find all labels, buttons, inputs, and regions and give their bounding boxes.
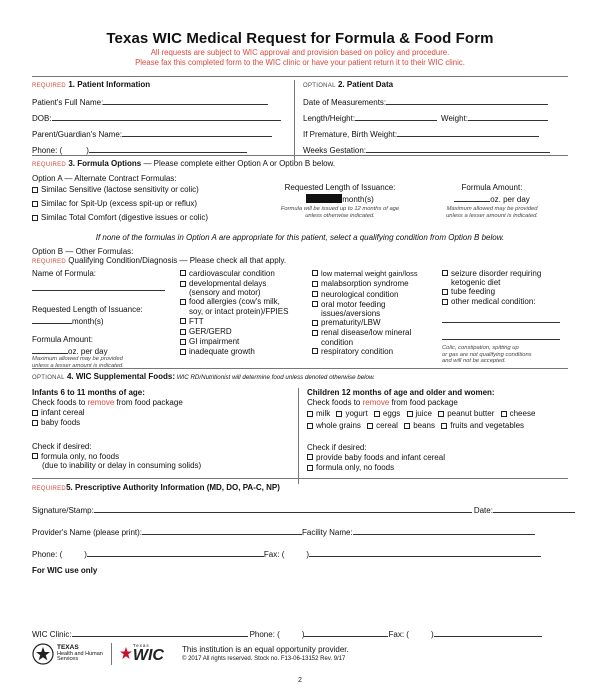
checkbox[interactable] bbox=[307, 454, 313, 460]
column-divider bbox=[298, 388, 299, 484]
redaction-box bbox=[306, 194, 342, 203]
section-prescriber: REQUIRED5. Prescriptive Authority Information (MD, DO, PA-C, NP) Signature/Stamp: Date: Provider's Name (please print): Facility Name: Phone: ( ) Fax: ( ) bbox=[32, 483, 568, 559]
column-divider bbox=[294, 80, 295, 162]
option-a-length: Requested Length of Issuance: month(s) Formula will be issued up to 12 months of age unless otherwise indicated. bbox=[280, 182, 400, 219]
condition-item[interactable]: GER/GERD bbox=[180, 327, 312, 336]
checkbox[interactable] bbox=[438, 411, 444, 417]
patient-info: REQUIRED 1. Patient Information Patient's Full Name: DOB: Parent/Guardian's Name: Phone: ( ) bbox=[32, 80, 294, 162]
guardian-name-field[interactable] bbox=[122, 129, 272, 137]
section-5-title: 5. Prescriptive Authority Information (MD, DO, PA-C, NP) bbox=[66, 483, 280, 492]
weight-field[interactable] bbox=[468, 113, 548, 121]
checkbox[interactable] bbox=[367, 423, 373, 429]
food-item[interactable]: cheese bbox=[501, 409, 536, 418]
condition-item[interactable]: developmental delays bbox=[180, 279, 312, 288]
checkbox[interactable] bbox=[32, 453, 38, 459]
wic-logo: Texas WIC bbox=[120, 644, 164, 665]
condition-item[interactable]: malabsorption syndrome bbox=[312, 279, 442, 288]
checkbox[interactable] bbox=[307, 423, 313, 429]
condition-item[interactable]: respiratory condition bbox=[312, 347, 442, 356]
infant-foods: Infants 6 to 11 months of age: Check foods to remove from food package infant cereal baby foods Check if desired: formula only, no foods (due to inability or delay in consuming solids) bbox=[32, 388, 298, 484]
condition-item[interactable]: oral motor feeding bbox=[312, 300, 442, 309]
form-subtitle-1: All requests are subject to WIC approval and provision based on policy and procedure. bbox=[150, 48, 450, 58]
patient-data: OPTIONAL 2. Patient Data Date of Measurements: Length/Height: Weight: If Premature, Birth Weight: Weeks Gestation: bbox=[303, 80, 568, 162]
checkbox[interactable] bbox=[312, 281, 318, 287]
phone-field[interactable] bbox=[87, 549, 264, 557]
length-field[interactable] bbox=[355, 113, 437, 121]
section-2-title: 2. Patient Data bbox=[337, 80, 394, 89]
condition-item[interactable]: neurological condition bbox=[312, 290, 442, 299]
texas-star-icon bbox=[120, 647, 132, 661]
checkbox[interactable] bbox=[312, 291, 318, 297]
date-field[interactable] bbox=[493, 505, 575, 513]
checkbox[interactable] bbox=[32, 420, 38, 426]
option-a-item[interactable]: Similac for Spit-Up (excess spit-up or reflux) bbox=[32, 199, 264, 208]
food-item[interactable]: baby foods bbox=[32, 418, 298, 427]
option-a-item[interactable]: Similac Sensitive (lactose sensitivity or colic) bbox=[32, 185, 264, 194]
checkbox[interactable] bbox=[180, 329, 186, 335]
if-none-note: If none of the formulas in Option A are appropriate for this patient, select a qualifying condition from Option B below. bbox=[95, 232, 505, 242]
condition-item[interactable]: other medical condition: bbox=[442, 297, 568, 306]
checkbox[interactable] bbox=[180, 270, 186, 276]
condition-item[interactable]: GI impairment bbox=[180, 337, 312, 346]
food-item[interactable]: formula only, no foods bbox=[307, 463, 568, 472]
food-item[interactable]: peanut butter bbox=[438, 409, 494, 418]
food-item[interactable]: beans bbox=[404, 421, 435, 430]
checkbox[interactable] bbox=[312, 301, 318, 307]
other-condition-field-2[interactable] bbox=[442, 332, 560, 340]
footer bbox=[32, 643, 568, 685]
dob-field[interactable] bbox=[52, 113, 281, 121]
divider bbox=[32, 368, 568, 369]
child-foods: Children 12 months of age and older and women: Check foods to remove from food package milk yogurt eggs juice peanut butter cheese whole grains cereal beans fruits and vegetables Check if desired: provide baby foods and infant cereal formula only, no foods bbox=[307, 388, 568, 484]
checkbox[interactable] bbox=[312, 348, 318, 354]
condition-item[interactable]: FTT bbox=[180, 317, 312, 326]
food-item[interactable]: formula only, no foods bbox=[32, 452, 298, 461]
checkbox[interactable] bbox=[442, 289, 448, 295]
checkbox[interactable] bbox=[441, 423, 447, 429]
amount-field[interactable] bbox=[454, 194, 490, 202]
divider bbox=[32, 478, 568, 479]
checkbox[interactable] bbox=[407, 411, 413, 417]
food-item[interactable]: eggs bbox=[374, 409, 400, 418]
amount-b-field[interactable] bbox=[32, 346, 68, 354]
logo-divider bbox=[111, 643, 112, 665]
length-b-field[interactable] bbox=[32, 316, 72, 324]
food-item[interactable]: infant cereal bbox=[32, 408, 298, 417]
checkbox[interactable] bbox=[180, 299, 186, 305]
checkbox[interactable] bbox=[180, 339, 186, 345]
option-a-item[interactable]: Similac Total Comfort (digestive issues or colic) bbox=[32, 213, 264, 222]
checkbox[interactable] bbox=[374, 411, 380, 417]
food-item[interactable]: yogurt bbox=[336, 409, 367, 418]
checkbox[interactable] bbox=[32, 187, 38, 193]
wic-use-title: For WIC use only bbox=[32, 566, 98, 575]
form-title: Texas WIC Medical Request for Formula & Food Form bbox=[106, 30, 494, 47]
checkbox[interactable] bbox=[442, 270, 448, 276]
gestation-field[interactable] bbox=[366, 145, 550, 153]
measurement-date-field[interactable] bbox=[386, 97, 548, 105]
section-1-title: 1. Patient Information bbox=[68, 80, 151, 89]
checkbox[interactable] bbox=[180, 281, 186, 287]
page-number: 2 bbox=[298, 677, 302, 684]
footer-text: This institution is an equal opportunity provider. © 2017 All rights reserved. Stock no. F13-06-13152 Rev. 9/17 bbox=[181, 644, 349, 663]
condition-item[interactable]: cardiovascular condition bbox=[180, 269, 312, 278]
condition-item[interactable]: seizure disorder requiring bbox=[442, 269, 568, 278]
condition-item[interactable]: prematurity/LBW bbox=[312, 318, 442, 327]
food-item[interactable]: juice bbox=[407, 409, 432, 418]
divider bbox=[32, 76, 568, 77]
section-wic-use: For WIC use only WIC Clinic: Phone: ( ) Fax: ( ) bbox=[32, 566, 568, 639]
option-a-title: Option A — Alternate Contract Formulas: bbox=[32, 173, 177, 183]
facility-name-field[interactable] bbox=[353, 527, 535, 535]
condition-item[interactable]: food allergies (cow's milk, bbox=[180, 297, 312, 306]
checkbox[interactable] bbox=[312, 320, 318, 326]
hhs-logo: TEXAS Health and Human Services bbox=[32, 643, 103, 665]
wic-fax-field[interactable] bbox=[434, 629, 542, 637]
phone-field[interactable] bbox=[89, 145, 247, 153]
texas-seal-icon bbox=[32, 643, 54, 665]
condition-item[interactable]: renal disease/low mineral bbox=[312, 328, 442, 337]
checkbox[interactable] bbox=[442, 299, 448, 305]
birth-weight-field[interactable] bbox=[397, 129, 539, 137]
checkbox[interactable] bbox=[501, 411, 507, 417]
section-formula: REQUIRED 3. Formula Options — Please complete either Option A or Option B below. Option A — Alternate Contract Formulas: Similac Sensitive (lactose sensitivity or colic) Similac for Spit-Up (excess spit-up or reflux) Similac Total Comfort (digestive issues or colic) Requested Length of Issuance: month(s) Formula will be issued up to 12 months of age unless otherwise indicated. Formula Amount: oz. per day Maximum allowed may be provided unless a lesser amount is indicated. If none of the formulas in Option A are appropriate for this patient, select a qualifying condition from Option B below. Option B — Other Formulas: REQUIRED Qualifying Condition/Diagnosis — Please check all that apply. Name of Formula: Requested Length of Issuance: month(s) Formula Amount: oz. per day Maximum allowed may be provided unless a lesser amount is indicated. cardiovascular condition developmental delays (sensory and motor) food allergies (cow's milk, soy, or intact protein)/FPIES FTT GER/GERD GI impairment inadequate growth low maternal weight gain/loss malabsorption syndrome neurological condition oral motor feeding issues/aversions prematurity/LBW renal disease/low mineral condition respiratory condition seizure disorder requiring ketogenic diet tube feeding other medical condition: Colic, constipation, spitting up or gas are not qualifying conditions and will not be accepted. bbox=[32, 159, 568, 369]
checkbox[interactable] bbox=[307, 411, 313, 417]
section-patient bbox=[32, 80, 568, 162]
other-condition-field[interactable] bbox=[442, 315, 560, 323]
option-b-fields: Name of Formula: Requested Length of Issuance: month(s) Formula Amount: oz. per day Maximum allowed may be provided unless a lesser amount is indicated. bbox=[32, 269, 180, 369]
checkbox[interactable] bbox=[180, 318, 186, 324]
food-item[interactable]: whole grains bbox=[307, 421, 361, 430]
conditions-col-1: cardiovascular condition developmental delays (sensory and motor) food allergies (cow's milk, soy, or intact protein)/FPIES FTT GER/GERD GI impairment inadequate growth bbox=[180, 269, 312, 369]
food-item[interactable]: cereal bbox=[367, 421, 398, 430]
food-item[interactable]: milk bbox=[307, 409, 330, 418]
section-3-title: 3. Formula Options bbox=[68, 159, 142, 168]
checkbox[interactable] bbox=[32, 410, 38, 416]
conditions-col-3: seizure disorder requiring ketogenic diet tube feeding other medical condition: Colic, constipation, spitting up or gas are not qualifying conditions and will not be accepted. bbox=[442, 269, 568, 369]
section-foods: OPTIONAL 4. WIC Supplemental Foods: WIC RD/Nutritionist will determine food unless denoted otherwise below. Infants 6 to 11 months of age: Check foods to remove from food package infant cereal baby foods Check if desired: formula only, no foods (due to inability or delay in consuming solids) Children 12 months of age and older and women: Check foods to remove from food package milk yogurt eggs juice peanut butter cheese whole grains cereal beans fruits and vegetables Check if desired: provide baby foods and infant cereal formula only, no foods bbox=[32, 372, 568, 484]
checkbox[interactable] bbox=[336, 411, 342, 417]
condition-item[interactable]: tube feeding bbox=[442, 287, 568, 296]
signature-field[interactable] bbox=[94, 505, 472, 513]
checkbox[interactable] bbox=[312, 330, 318, 336]
checkbox[interactable] bbox=[32, 201, 38, 207]
checkbox[interactable] bbox=[180, 349, 186, 355]
food-item[interactable]: provide baby foods and infant cereal bbox=[307, 453, 568, 462]
fax-field[interactable] bbox=[309, 549, 541, 557]
option-a-amount: Formula Amount: oz. per day Maximum allowed may be provided unless a lesser amount is indicated. bbox=[446, 182, 538, 219]
condition-item[interactable]: inadequate growth bbox=[180, 347, 312, 356]
condition-item[interactable]: low maternal weight gain/loss bbox=[312, 269, 442, 279]
checkbox[interactable] bbox=[307, 465, 313, 471]
formula-name-field[interactable] bbox=[32, 283, 165, 291]
wic-clinic-field[interactable] bbox=[72, 629, 248, 637]
food-item[interactable]: fruits and vegetables bbox=[441, 421, 524, 430]
checkbox[interactable] bbox=[404, 423, 410, 429]
patient-name-field[interactable] bbox=[103, 97, 268, 105]
wic-phone-field[interactable] bbox=[304, 629, 388, 637]
section-4-title: 4. WIC Supplemental Foods: bbox=[66, 372, 175, 381]
provider-name-field[interactable] bbox=[142, 527, 302, 535]
checkbox[interactable] bbox=[312, 270, 318, 276]
form-subtitle-2: Please fax this completed form to the WIC clinic or have your patient return it to their WIC clinic. bbox=[135, 58, 465, 68]
divider bbox=[32, 155, 568, 156]
option-a bbox=[32, 174, 264, 223]
checkbox[interactable] bbox=[32, 215, 38, 221]
conditions-col-2: low maternal weight gain/loss malabsorption syndrome neurological condition oral motor feeding issues/aversions prematurity/LBW renal disease/low mineral condition respiratory condition bbox=[312, 269, 442, 369]
option-b-title: Option B — Other Formulas: bbox=[32, 246, 134, 256]
